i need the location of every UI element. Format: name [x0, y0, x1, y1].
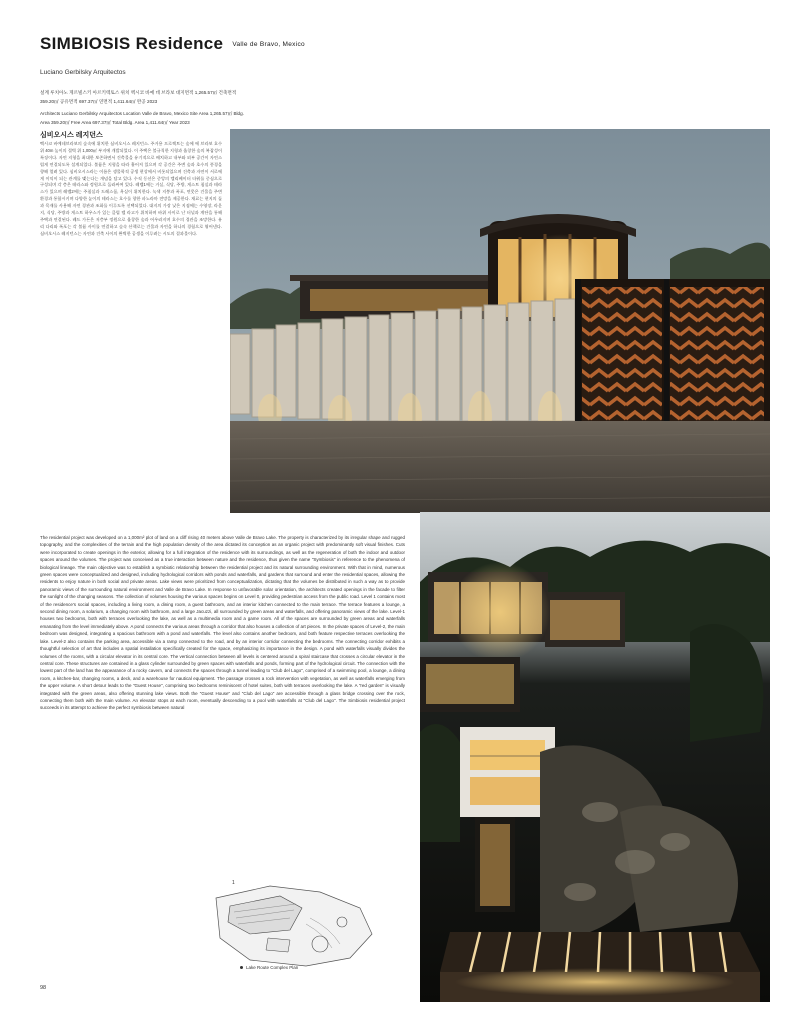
page-title — [40, 34, 305, 54]
night-residence-image — [420, 512, 770, 1002]
meta-korean-line-2: 359.20㎡ 공유면적 697.37㎡ 연면적 1,411.64㎡ 완공 2023 — [40, 98, 158, 104]
entrance-photo — [230, 129, 770, 513]
entrance-photo-image — [230, 129, 770, 513]
meta-english-line-2: Area 359.20㎡ Free Area 697.37㎡ Total Bldg. Area 1,411.64㎡ Year 2023 — [40, 119, 190, 125]
night-residence-photo — [420, 512, 770, 1002]
plan-caption-text: Lake Route Complex Plan — [246, 965, 299, 970]
plan-marker: 1 — [232, 880, 235, 886]
plan-caption — [240, 965, 298, 970]
page-number: 98 — [40, 985, 47, 991]
english-body-text: The residential project was developed on a 1,000m² plot of land on a cliff rising 40 meters above Valle de Bravo Lake. The property is characterized by its irregular shape and rugged topography, and the complexities of the terrain and the high population density of the area dictated its conception as an organic project with predominantly soft visual finishes. Cuts were incorporated to create openings in the exterior, allowing for a full integration of the residence with its surroundings, as well as the regeneration of both the indoor and outdoor spaces around the volumes. The project was conceived as a true interaction between nature and the residence, thus given the name "Symbiosis" in reference to the phenomena of biological lineage. The main objective was to establish a symbiotic relationship between the residential project and its natural surrounding environment. With that in mind, numerous green spaces were conceptualized and designed, including hydrological corridors with ponds and waterfalls, and gardens that surround and enter the residential spaces, allowing the residents to enjoy nature in both social and private areas. Lake views were prioritized from conceptualization, dictating that the volumes be distributed in such a way as to provide panoramic views of the surrounding natural environment and Valle de Bravo Lake. In response to unfavorable solar orientation, the architects created openings in the facade to filter the sunlight of the changing seasons. The collection of volumes housing the various spaces begins on Level 0, providing pedestrian access from the public road. Level 1 contains most of the residence's social spaces, including a living room, a dining room, a guest bathroom, and an interior kitchen connected to the main terrace. The terrace features a lounge, a second dining room, a solarium, a changing room with bathroom, and a large Jacuzzi, all surrounded by green areas and waterfalls, and offering panoramic views of the lake. Level-1 houses two bedrooms, both with terraces overlooking the lake, as well as a multimedia room and a game room. All of the spaces are surrounded by green areas and waterfalls emanating from the level immediately above. A pond connects the various areas through a corridor that also houses a collection of art pieces. In the private spaces of Level-2, the main bedroom was designed, integrating a spacious bathroom with a pond and waterfalls. The level also contains another bedroom, and both feature respective terraces overlooking the lake. Level-2 also contains the parking area, accessible via a ramp connected to the road, and by an interior corridor connecting the bedrooms. The connecting corridor exhibits a thoughtful selection of art that includes a spatial installation specifically created for the space, emphasizing its importance in the design. A pond with waterfalls visually divides the volumes of the rooms, with a circular elevator in its central core. The vertical connection between all levels is centered around a spiral staircase that crosses a circular elevator in the central core. These structures are contained in a glass cylinder surrounded by green spaces with waterfalls and ponds, forming part of the hydrological circuit. The connection with the lowest part of the land has the appearance of a rocky cavern, and connects the spaces through a tunnel leading to "Club del Lago", comprised of a swimming pool, a lounge, a dining room, a kitchen-bar, changing rooms, a deck, and a warehouse for nautical equipment. The passage crosses a rock intervention with vegetation, as well as waterfalls emerging from the upper volume. A short detour leads to the "Guest House", comprising two bedrooms reminiscent of hotel suites, both with terraces overlooking the lake. A "red garden" is visually integrated with the green areas, also offering stunning lake views. Both the "Guest House" and "Club del Lago" are accessible through a glass bridge crossing over the rock, connecting them both with the main volume. An elevator stops at each room, eventually descending to a pool with waterfalls at "Club del Lago". The Simbiosis residential project succeeds in its attempt to achieve the perfect symbiosis between natural — [40, 535, 405, 711]
meta-korean-line-1: 설계 루치아노 게르빌스키 아르키텍토스 위치 멕시코 바예 데 브라보 대지면적 1,265.57㎡ 건축면적 — [40, 90, 237, 95]
project-meta — [40, 89, 290, 127]
bullet-icon — [240, 966, 243, 969]
site-plan-drawing — [210, 878, 380, 970]
korean-heading: 심비오시스 레지던스 — [40, 132, 103, 139]
korean-body-text: 멕시코 바예데브라보의 숲속에 위치한 심비오시스 레지던스. 주거용 프로젝트는 숲에 에 브라보 호수 위 40m 높이의 절벽 위 1,000㎡ 부지에 개발되었다. 이 주택은 불규칙한 지형과 울창한 숲의 복잡성이 특징이다. 자연 지형을 최대한 보존하면서 건축물을 유기적으로 배치하고 내부와 외부 공간이 자연스럽게 연결되도록 설계되었다. 볼륨은 지형을 따라 흩어져 있으며 각 공간은 주변 숲과 호수의 풍경을 향해 열려 있다. 심비오시스라는 이름은 생물학적 공생 현상에서 비롯되었으며 건축과 자연이 서로에게 이익이 되는 관계를 맺는다는 개념을 담고 있다. 수직 동선은 중앙의 엘리베이터 타워를 중심으로 구성되며 각 층은 테라스와 정원으로 둘러싸여 있다. 레벨1에는 거실, 식당, 주방, 게스트 침실과 테라스가 있으며 레벨2에는 주침실과 드레스룸, 욕실이 위치한다. 녹색 지붕과 폭포, 연못은 건물을 주변 환경과 통합시키며 다양한 높이의 테라스는 호수를 향한 파노라마 전망을 제공한다. 재료는 현지의 돌과 목재를 사용해 자연 경관과 조화를 이루도록 선택되었다. 대지의 가장 낮은 지점에는 수영장, 라운지, 식당, 주방과 게스트 하우스가 있는 클럽 델 라고가 위치하며 바위 사이로 난 터널과 계단을 통해 주택과 연결된다. 레드 가든은 저층부 정원으로 울창한 숲과 어우러지며 호수의 경관을 조망한다. 유리 다리와 폭포는 각 볼륨 사이를 연결하고 숲속 산책로는 건물과 자연을 하나의 경험으로 엮어낸다. 심비오시스 레지던스는 자연과 건축 사이의 완벽한 공생을 이루려는 시도의 결과물이다. — [40, 141, 222, 236]
project-name: SIMBIOSIS Residence — [40, 34, 224, 53]
site-plan-image — [210, 878, 380, 970]
project-location: Valle de Bravo, Mexico — [232, 41, 305, 49]
meta-english-line-1: Architects Luciano Gerbilsky Arquitectos Location Valle de Bravo, Mexico Site Area 1,265.57㎡ Bldg. — [40, 111, 244, 116]
architect-name: Luciano Gerbilsky Arquitectos — [40, 69, 126, 76]
